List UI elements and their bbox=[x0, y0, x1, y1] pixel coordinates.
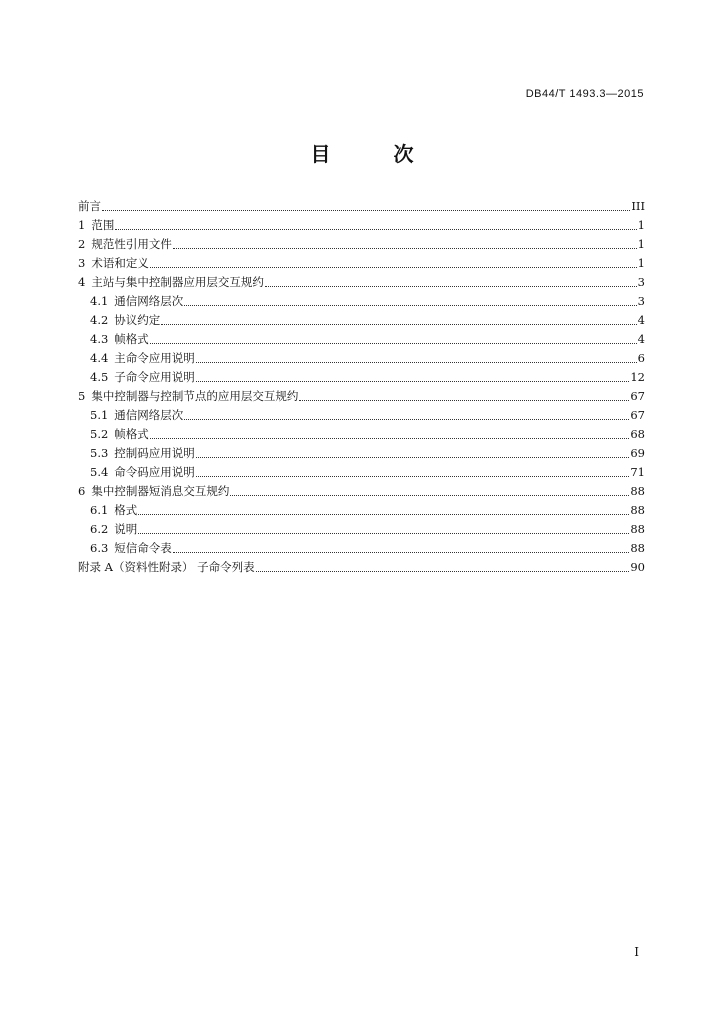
toc-title: 目 次 bbox=[310, 142, 442, 166]
toc-entry-page: 67 bbox=[630, 389, 645, 403]
toc-entry-page: 71 bbox=[630, 465, 645, 479]
toc-entry-title: 命令码应用说明 bbox=[114, 465, 195, 479]
toc-entry-page: 4 bbox=[637, 313, 645, 327]
toc-entry-title: 集中控制器短消息交互规约 bbox=[91, 484, 230, 498]
toc-entry-title: 范围 bbox=[91, 218, 115, 232]
toc-entry-page: 88 bbox=[630, 484, 645, 498]
toc-entry-page: 90 bbox=[630, 560, 645, 574]
toc-entry-title: 主站与集中控制器应用层交互规约 bbox=[91, 275, 264, 289]
toc-leader-dots bbox=[138, 513, 629, 515]
toc-entry[interactable] bbox=[78, 425, 645, 444]
toc-entry-title: 通信网络层次 bbox=[114, 294, 184, 308]
toc-entry-page: 67 bbox=[630, 408, 645, 422]
toc-leader-dots bbox=[102, 209, 630, 211]
toc-entry-title: 说明 bbox=[114, 522, 138, 536]
toc-entry-page: 69 bbox=[630, 446, 645, 460]
toc-entry[interactable] bbox=[78, 501, 645, 520]
toc-entry-title: 短信命令表 bbox=[114, 541, 172, 555]
doc-code: DB44/T 1493.3—2015 bbox=[525, 88, 644, 100]
toc-entry-title: 术语和定义 bbox=[91, 256, 149, 270]
toc-entry-title: 集中控制器与控制节点的应用层交互规约 bbox=[91, 389, 299, 403]
toc-entry-number: 4.2 bbox=[90, 313, 109, 327]
toc-leader-dots bbox=[173, 551, 630, 553]
toc-entry-number: 3 bbox=[78, 256, 86, 270]
toc-entry[interactable] bbox=[78, 311, 645, 330]
toc-leader-dots bbox=[196, 361, 637, 363]
toc-list bbox=[78, 197, 645, 577]
toc-leader-dots bbox=[184, 304, 636, 306]
toc-leader-dots bbox=[256, 570, 630, 572]
toc-entry-page: 1 bbox=[637, 237, 645, 251]
toc-leader-dots bbox=[150, 266, 637, 268]
toc-entry-number: 4.4 bbox=[90, 351, 109, 365]
toc-entry-title: 附录 A（资料性附录） 子命令列表 bbox=[78, 560, 255, 574]
toc-entry[interactable] bbox=[78, 330, 645, 349]
toc-leader-dots bbox=[196, 380, 630, 382]
toc-leader-dots bbox=[150, 437, 630, 439]
toc-entry-title: 前言 bbox=[78, 199, 101, 213]
toc-leader-dots bbox=[265, 285, 637, 287]
toc-entry[interactable] bbox=[78, 406, 645, 425]
toc-entry[interactable] bbox=[78, 558, 645, 577]
toc-entry-title: 主命令应用说明 bbox=[114, 351, 195, 365]
toc-entry[interactable] bbox=[78, 273, 645, 292]
toc-entry[interactable] bbox=[78, 463, 645, 482]
toc-leader-dots bbox=[230, 494, 629, 496]
toc-entry[interactable] bbox=[78, 216, 645, 235]
toc-entry[interactable] bbox=[78, 292, 645, 311]
toc-entry-page: 6 bbox=[637, 351, 645, 365]
toc-entry[interactable] bbox=[78, 349, 645, 368]
toc-leader-dots bbox=[173, 247, 637, 249]
toc-entry-page: 12 bbox=[630, 370, 645, 384]
toc-entry-page: 88 bbox=[630, 522, 645, 536]
toc-entry-page: 68 bbox=[630, 427, 645, 441]
toc-leader-dots bbox=[299, 399, 629, 401]
toc-entry[interactable] bbox=[78, 368, 645, 387]
toc-entry-number: 2 bbox=[78, 237, 86, 251]
toc-entry-number: 4.1 bbox=[90, 294, 109, 308]
toc-entry[interactable] bbox=[78, 197, 645, 216]
toc-entry[interactable] bbox=[78, 444, 645, 463]
page-number: I bbox=[634, 945, 639, 959]
toc-entry-number: 1 bbox=[78, 218, 86, 232]
toc-entry-page: 88 bbox=[630, 541, 645, 555]
toc-entry[interactable] bbox=[78, 235, 645, 254]
toc-entry-number: 4 bbox=[78, 275, 86, 289]
toc-entry-number: 5 bbox=[78, 389, 86, 403]
toc-entry-title: 格式 bbox=[114, 503, 138, 517]
toc-entry-number: 5.2 bbox=[90, 427, 109, 441]
toc-leader-dots bbox=[150, 342, 637, 344]
toc-entry[interactable] bbox=[78, 387, 645, 406]
toc-leader-dots bbox=[196, 456, 630, 458]
toc-entry-number: 6.2 bbox=[90, 522, 109, 536]
toc-entry-number: 5.1 bbox=[90, 408, 109, 422]
toc-entry-title: 帧格式 bbox=[114, 332, 149, 346]
toc-entry-title: 协议约定 bbox=[114, 313, 161, 327]
toc-entry-number: 5.3 bbox=[90, 446, 109, 460]
toc-entry-title: 控制码应用说明 bbox=[114, 446, 195, 460]
toc-entry-page: III bbox=[631, 199, 645, 213]
toc-leader-dots bbox=[115, 228, 636, 230]
toc-entry-number: 6 bbox=[78, 484, 86, 498]
toc-entry-number: 4.5 bbox=[90, 370, 109, 384]
toc-entry-page: 3 bbox=[637, 294, 645, 308]
toc-entry-page: 88 bbox=[630, 503, 645, 517]
toc-leader-dots bbox=[138, 532, 629, 534]
toc-entry-page: 1 bbox=[637, 256, 645, 270]
toc-entry[interactable] bbox=[78, 539, 645, 558]
toc-entry-title: 帧格式 bbox=[114, 427, 149, 441]
toc-entry-page: 3 bbox=[637, 275, 645, 289]
toc-entry-title: 子命令应用说明 bbox=[114, 370, 195, 384]
toc-entry-title: 通信网络层次 bbox=[114, 408, 184, 422]
toc-leader-dots bbox=[184, 418, 629, 420]
toc-entry-number: 6.1 bbox=[90, 503, 109, 517]
toc-entry-number: 5.4 bbox=[90, 465, 109, 479]
toc-entry-page: 4 bbox=[637, 332, 645, 346]
toc-leader-dots bbox=[196, 475, 630, 477]
toc-entry[interactable] bbox=[78, 520, 645, 539]
toc-entry-number: 6.3 bbox=[90, 541, 109, 555]
toc-entry-page: 1 bbox=[637, 218, 645, 232]
toc-leader-dots bbox=[161, 323, 636, 325]
toc-entry[interactable] bbox=[78, 482, 645, 501]
toc-entry-number: 4.3 bbox=[90, 332, 109, 346]
toc-entry[interactable] bbox=[78, 254, 645, 273]
toc-entry-title: 规范性引用文件 bbox=[91, 237, 172, 251]
